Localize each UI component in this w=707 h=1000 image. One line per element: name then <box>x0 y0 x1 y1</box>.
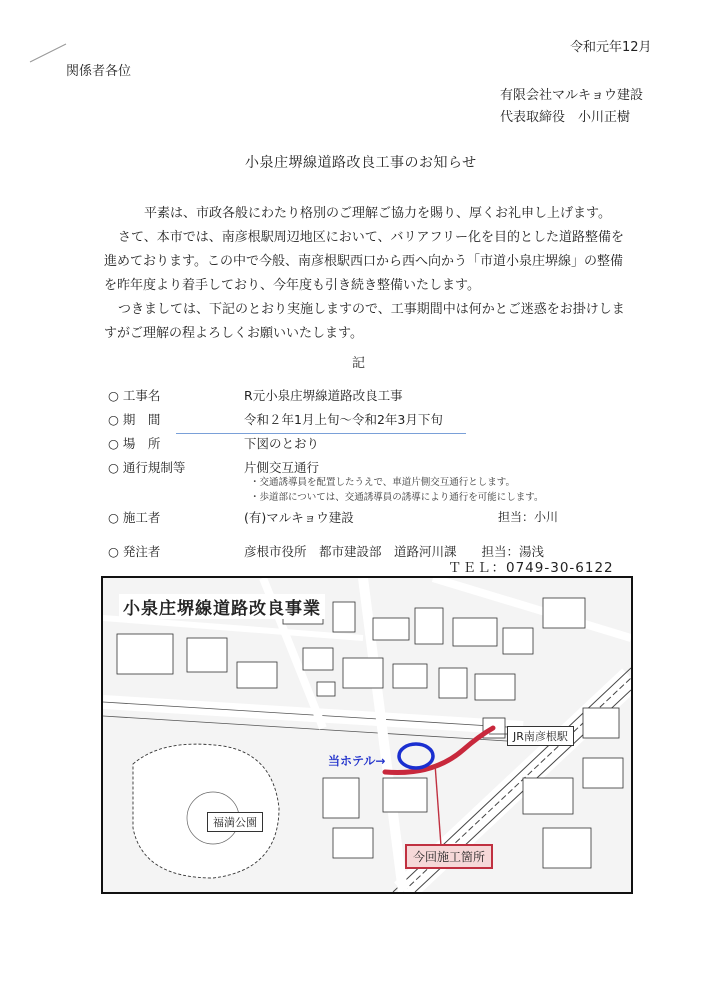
contact-tel: ＴＥＬ：0749-30-6122 <box>448 560 614 576</box>
detail-label-period: ○ 期 間 <box>108 412 161 427</box>
detail-label-location: ○ 場 所 <box>108 436 161 451</box>
park-label: 福満公園 <box>207 812 263 832</box>
paragraph-request: つきましては、下記のとおり実施しますので、工事期間中は何かとご迷惑をお掛けしますがご理解の程よろしくお願いいたします。 <box>104 302 625 341</box>
station-label: JR南彦根駅 <box>507 726 574 746</box>
company-name: 有限会社マルキョウ建設 <box>500 88 644 103</box>
detail-label-traffic: ○ 通行規制等 <box>108 460 186 475</box>
paragraph-project: さて、本市では、南彦根駅周辺地区において、バリアフリー化を目的とした道路整備を進めております。この中で今般、南彦根駅西口から西へ向かう「市道小泉庄堺線」の整備を昨年度より着手しており、今年度も引き続き整備いたします。 <box>104 230 624 293</box>
detail-value-traffic: 片側交互通行 <box>244 460 320 475</box>
document-title: 小泉庄堺線道路改良工事のお知らせ <box>245 155 477 171</box>
traffic-note-1: ・交通誘導員を配置したうえで、車道片側交互通行とします。 <box>250 477 516 488</box>
hotel-label: 当ホテル→ <box>328 754 386 768</box>
paragraph-greeting: 平素は、市政各般にわたり格別のご理解ご協力を賜り、厚くお礼申し上げます。 <box>144 206 611 221</box>
ki-heading: 記 <box>352 356 366 371</box>
detail-label-client: ○ 発注者 <box>108 544 161 559</box>
pen-mark <box>28 42 68 64</box>
faint-rule <box>176 433 466 434</box>
detail-value-project: R元小泉庄堺線道路改良工事 <box>244 388 403 403</box>
map-title: 小泉庄堺線道路改良事業 <box>119 594 325 619</box>
detail-value-contractor: (有)マルキョウ建設 <box>244 510 354 525</box>
traffic-note-2: ・歩道部については、交通誘導員の誘導により通行を可能にします。 <box>250 492 544 503</box>
representative: 代表取締役 小川正樹 <box>500 110 631 125</box>
detail-value-client: 彦根市役所 都市建設部 道路河川課 担当：湯浅 <box>244 544 545 559</box>
document-date: 令和元年12月 <box>570 40 652 55</box>
recipient: 関係者各位 <box>66 64 132 79</box>
detail-label-contractor: ○ 施工者 <box>108 510 161 525</box>
detail-label-project: ○ 工事名 <box>108 388 161 403</box>
detail-value-period: 令和２年1月上旬～令和2年3月下旬 <box>244 412 443 427</box>
contractor-contact: 担当：小川 <box>498 510 559 524</box>
detail-value-location: 下図のとおり <box>244 436 320 451</box>
location-map <box>101 576 633 894</box>
construction-site-label: 今回施工箇所 <box>405 844 493 869</box>
